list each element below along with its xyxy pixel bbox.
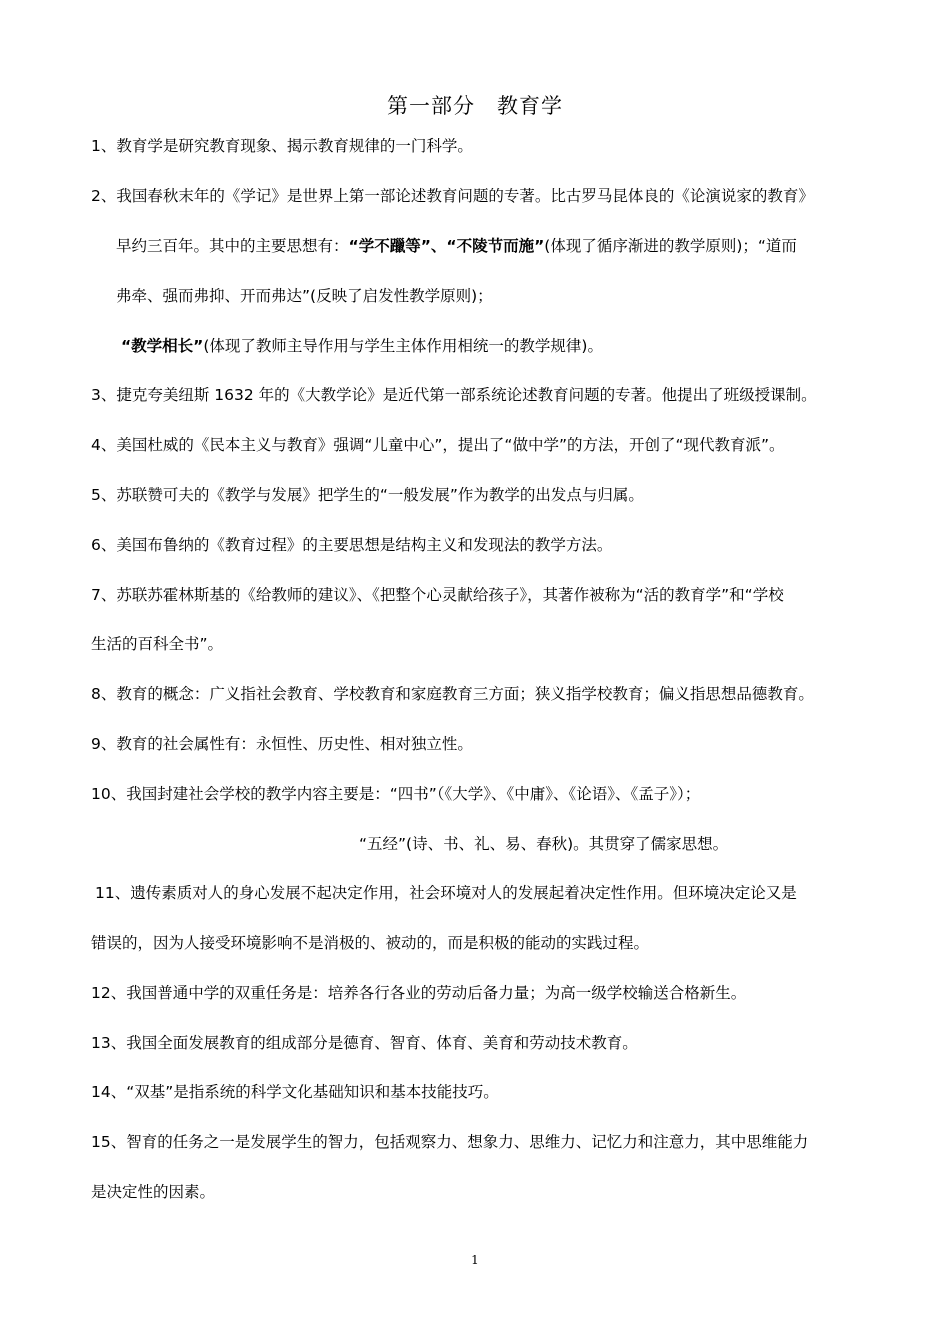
paragraph-15-line-2: 是决定性的因素。 bbox=[91, 1183, 216, 1201]
paragraph-1: 1、教育学是研究教育现象、揭示教育规律的一门科学。 bbox=[91, 137, 473, 155]
paragraph-12: 12、我国普通中学的双重任务是：培养各行各业的劳动后备力量；为高一级学校输送合格新生。 bbox=[91, 984, 747, 1002]
bold-quote: “学不躐等”、“不陵节而施” bbox=[348, 237, 545, 255]
page-number: 1 bbox=[471, 1253, 479, 1267]
paragraph-14: 14、“双基”是指系统的科学文化基础知识和基本技能技巧。 bbox=[91, 1083, 499, 1101]
paragraph-9: 9、教育的社会属性有：永恒性、历史性、相对独立性。 bbox=[91, 735, 473, 753]
paragraph-7-line-1: 7、苏联苏霍林斯基的《给教师的建议》、《把整个心灵献给孩子》，其著作被称为“活的教育学”和“学校 bbox=[91, 586, 784, 604]
page-title: 第一部分 教育学 bbox=[387, 94, 563, 118]
paragraph-2-line-1: 2、我国春秋末年的《学记》是世界上第一部论述教育问题的专著。比古罗马昆体良的《论演说家的教育》 bbox=[91, 187, 814, 205]
paragraph-4: 4、美国杜威的《民本主义与教育》强调“儿童中心”，提出了“做中学”的方法，开创了“现代教育派”。 bbox=[91, 436, 785, 454]
paragraph-11-line-1: 11、遗传素质对人的身心发展不起决定作用，社会环境对人的发展起着决定性作用。但环境决定论又是 bbox=[95, 884, 797, 902]
paragraph-8: 8、教育的概念：广义指社会教育、学校教育和家庭教育三方面；狭义指学校教育；偏义指思想品德教育。 bbox=[91, 685, 814, 703]
text-span: (体现了教师主导作用与学生主体作用相统一的教学规律)。 bbox=[203, 337, 603, 355]
bold-quote: “教学相长” bbox=[121, 337, 204, 355]
paragraph-2-line-4 bbox=[121, 335, 603, 357]
paragraph-10-line-1: 10、我国封建社会学校的教学内容主要是：“四书”（《大学》、《中庸》、《论语》、《孟子》）； bbox=[91, 785, 701, 803]
paragraph-7-line-2: 生活的百科全书”。 bbox=[91, 635, 224, 653]
paragraph-2-line-2 bbox=[116, 235, 797, 257]
paragraph-11-line-2: 错误的，因为人接受环境影响不是消极的、被动的，而是积极的能动的实践过程。 bbox=[91, 934, 650, 952]
text-span: 早约三百年。其中的主要思想有： bbox=[116, 237, 349, 255]
paragraph-10-line-2: “五经”(诗、书、礼、易、春秋)。其贯穿了儒家思想。 bbox=[359, 835, 729, 853]
paragraph-13: 13、我国全面发展教育的组成部分是德育、智育、体育、美育和劳动技术教育。 bbox=[91, 1034, 638, 1052]
paragraph-5: 5、苏联赞可夫的《教学与发展》把学生的“一般发展”作为教学的出发点与归属。 bbox=[91, 486, 644, 504]
text-span: (体现了循序渐进的教学原则)；“道而 bbox=[544, 237, 797, 255]
paragraph-6: 6、美国布鲁纳的《教育过程》的主要思想是结构主义和发现法的教学方法。 bbox=[91, 536, 613, 554]
paragraph-15-line-1: 15、智育的任务之一是发展学生的智力，包括观察力、想象力、思维力、记忆力和注意力，其中思维能力 bbox=[91, 1133, 809, 1151]
paragraph-3: 3、捷克夸美纽斯 1632 年的《大教学论》是近代第一部系统论述教育问题的专著。他提出了班级授课制。 bbox=[91, 386, 817, 404]
paragraph-2-line-3: 弗牵、强而弗抑、开而弗达”(反映了启发性教学原则)； bbox=[116, 287, 493, 305]
